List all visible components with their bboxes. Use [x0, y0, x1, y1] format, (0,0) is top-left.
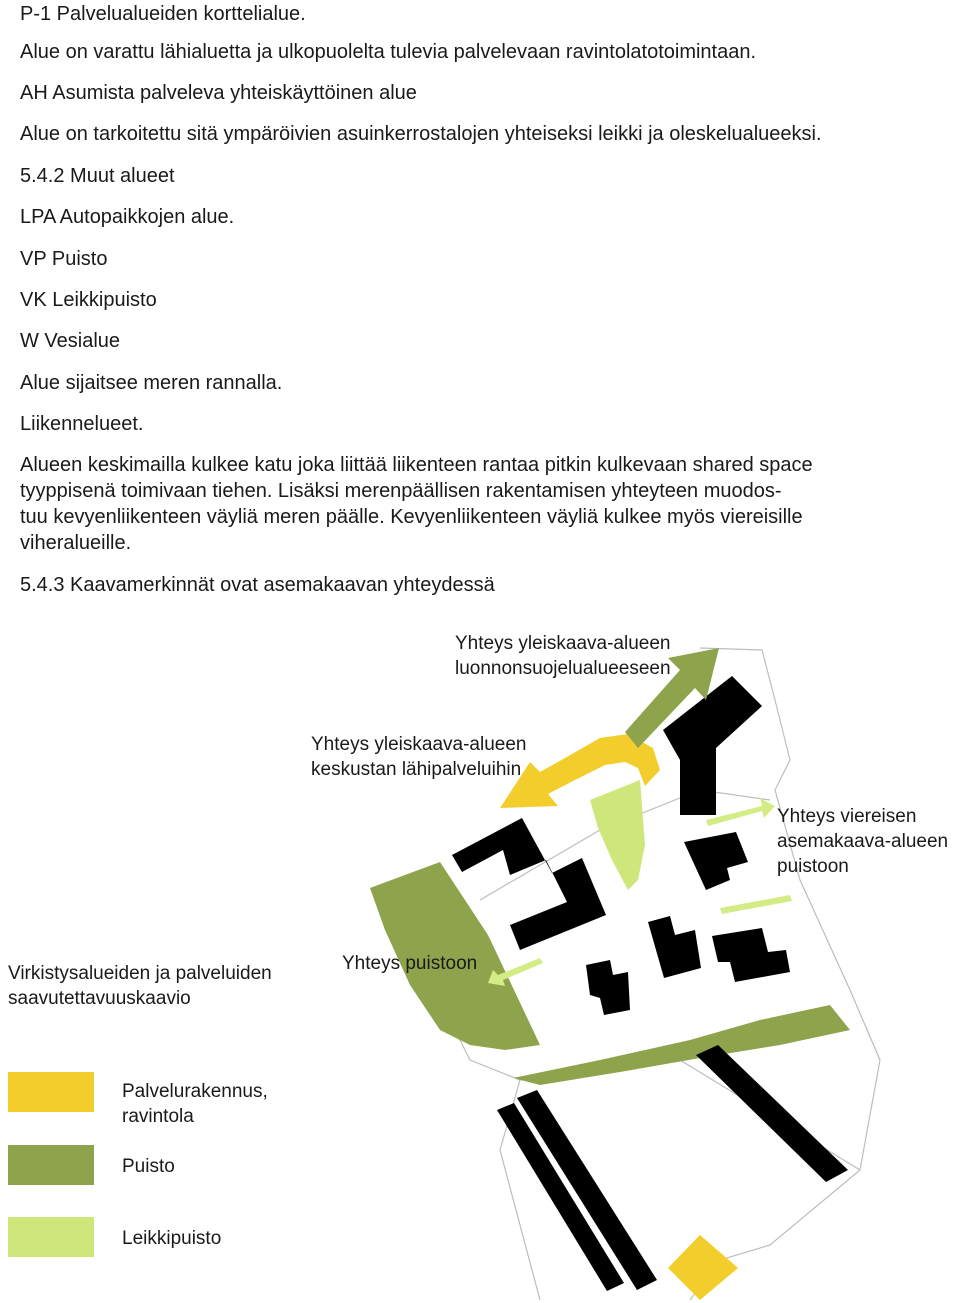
label-line: puistoon: [777, 856, 849, 877]
text-line-p1: P-1 Palvelualueiden korttelialue.: [20, 3, 306, 25]
legend-label-service: [122, 1079, 268, 1129]
label-line: Yhteys viereisen: [777, 806, 917, 827]
label-adjacent-park: [777, 804, 948, 879]
building: [517, 1090, 657, 1290]
text-line-p1-desc: Alue on varattu lähialuetta ja ulkopuolelta tulevia palvelevaan ravintolatotoimintaan.: [20, 41, 757, 63]
label-line: luonnonsuojelualueeseen: [455, 658, 671, 679]
legend-swatch-park: [8, 1145, 94, 1185]
label-nature-reserve: [455, 631, 671, 681]
adjacent-park-arrow: [706, 798, 775, 826]
legend-label-park: Puisto: [122, 1156, 175, 1177]
legend-swatch-playground: [8, 1217, 94, 1257]
section-heading-542: 5.4.2 Muut alueet: [20, 165, 175, 187]
paragraph-line: viheralueille.: [20, 532, 132, 554]
label-line: Yhteys yleiskaava-alueen: [311, 734, 527, 755]
building: [586, 960, 630, 1015]
legend-line: Palvelurakennus,: [122, 1081, 268, 1102]
label-line: asemakaava-alueen: [777, 831, 949, 852]
paragraph-line: Alueen keskimailla kulkee katu joka liittää liikenteen rantaa pitkin kulkevaan shared space: [20, 454, 813, 476]
building: [712, 928, 790, 982]
building: [684, 832, 748, 890]
legend-swatch-service: [8, 1072, 94, 1112]
text-line-lpa: LPA Autopaikkojen alue.: [20, 206, 235, 228]
playground-area: [590, 780, 645, 890]
title-line: Virkistysalueiden ja palveluiden: [8, 963, 272, 984]
paragraph-line: tyyppisenä toimivaan tiehen. Lisäksi merenpäällisen rakentamisen yhteyteen muodos-: [20, 480, 782, 502]
label-park-link: Yhteys puistoon: [342, 953, 478, 974]
text-line-traffic: Liikennelueet.: [20, 413, 144, 435]
legend-label-playground: Leikkipuisto: [122, 1228, 222, 1249]
text-line-w-desc: Alue sijaitsee meren rannalla.: [20, 372, 283, 394]
service-building: [668, 1235, 738, 1300]
text-line-vp: VP Puisto: [20, 248, 108, 270]
text-line-ah-desc: Alue on tarkoitettu sitä ympäröivien asuinkerrostalojen yhteiseksi leikki ja oleskelualueeksi.: [20, 123, 822, 145]
building: [648, 916, 701, 978]
connector-arrow: [720, 895, 792, 914]
diagram-title: [8, 961, 272, 1011]
text-line-ah: AH Asumista palveleva yhteiskäyttöinen alue: [20, 82, 417, 104]
label-line: Yhteys yleiskaava-alueen: [455, 633, 671, 654]
section-heading-543: 5.4.3 Kaavamerkinnät ovat asemakaavan yhteydessä: [20, 574, 495, 596]
park-strip: [513, 1005, 850, 1085]
text-line-w: W Vesialue: [20, 330, 121, 352]
text-line-vk: VK Leikkipuisto: [20, 289, 157, 311]
paragraph-line: tuu kevyenliikenteen väyliä meren päälle. Kevyenliikenteen väyliä kulkee myös viereisille: [20, 506, 803, 528]
label-local-services: [311, 732, 526, 782]
legend-line: ravintola: [122, 1106, 194, 1127]
building: [696, 1045, 848, 1182]
title-line: saavutettavuuskaavio: [8, 988, 191, 1009]
label-line: keskustan lähipalveluihin: [311, 759, 522, 780]
